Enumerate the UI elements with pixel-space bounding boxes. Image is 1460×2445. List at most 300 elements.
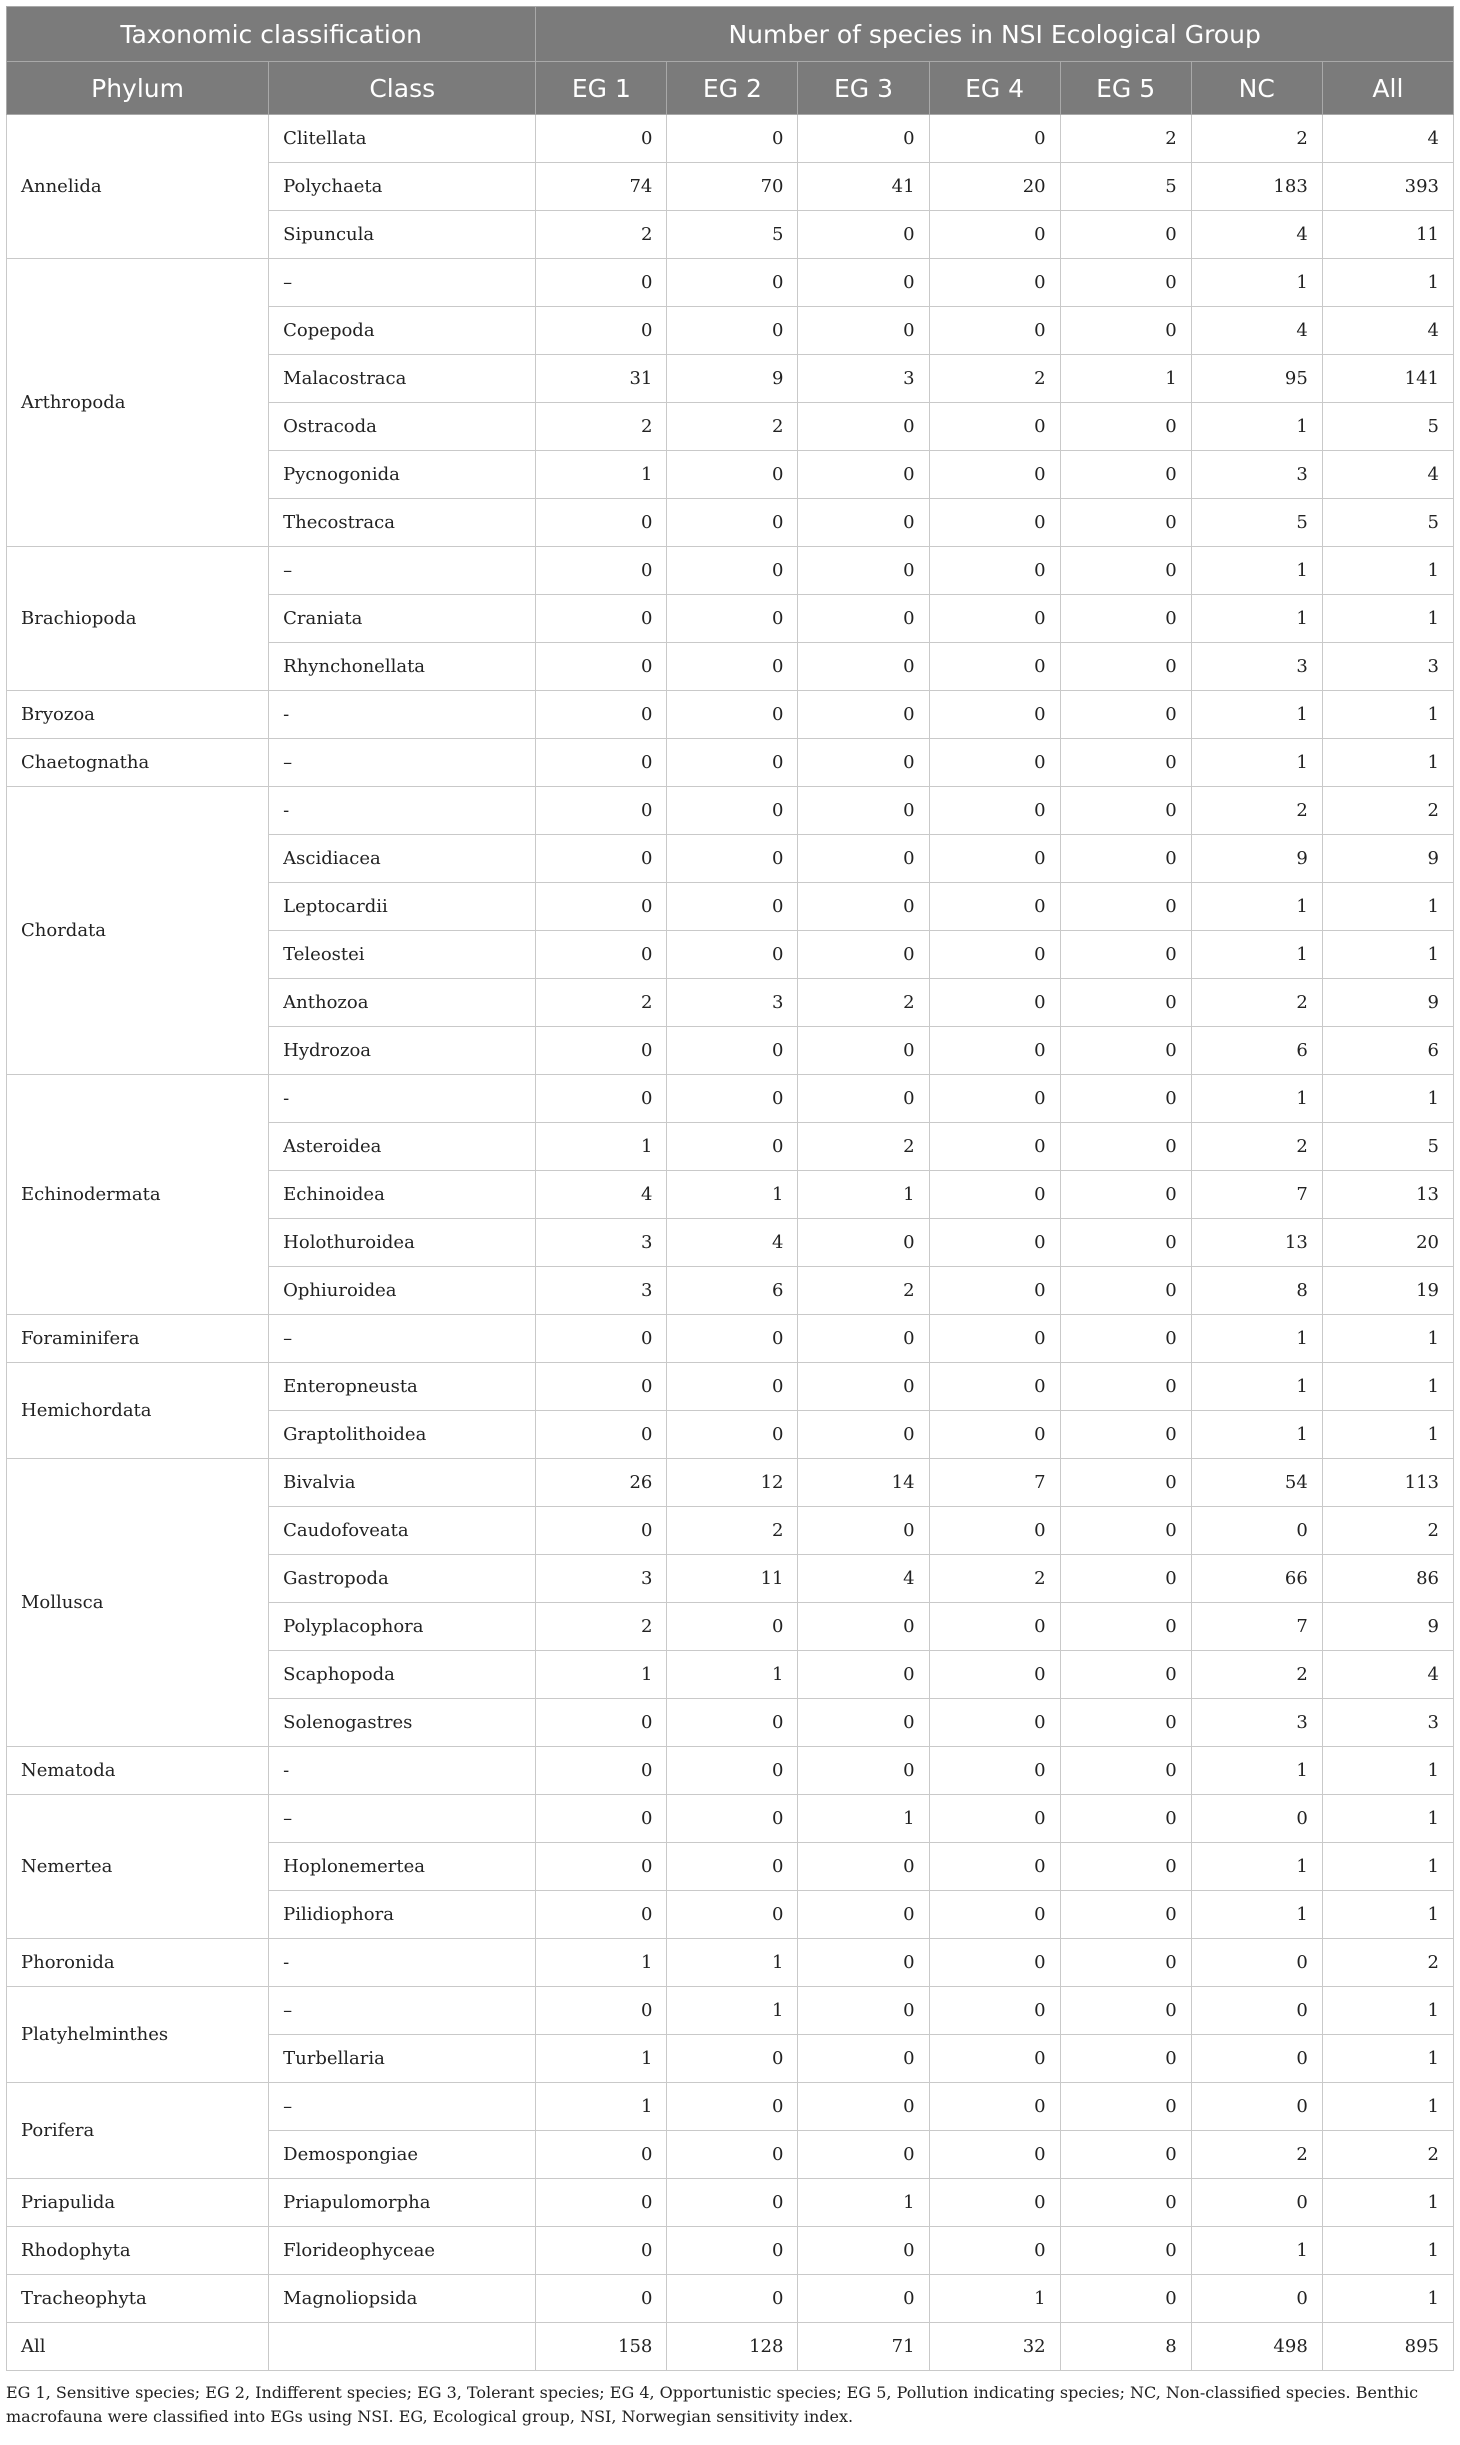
value-cell: 0 xyxy=(1060,979,1191,1027)
class-cell: Pycnogonida xyxy=(269,451,536,499)
value-cell: 0 xyxy=(1060,259,1191,307)
value-cell: 1 xyxy=(1191,1747,1322,1795)
value-cell: 13 xyxy=(1322,1171,1453,1219)
class-cell: Echinoidea xyxy=(269,1171,536,1219)
value-cell: 0 xyxy=(929,1027,1060,1075)
value-cell: 6 xyxy=(1322,1027,1453,1075)
value-cell: 0 xyxy=(1060,739,1191,787)
value-cell: 3 xyxy=(1322,643,1453,691)
value-cell: 5 xyxy=(1322,403,1453,451)
value-cell: 0 xyxy=(536,259,667,307)
value-cell: 0 xyxy=(798,739,929,787)
value-cell: 5 xyxy=(1191,499,1322,547)
class-cell: Pilidiophora xyxy=(269,1891,536,1939)
value-cell: 0 xyxy=(929,787,1060,835)
class-cell: - xyxy=(269,1747,536,1795)
value-cell: 12 xyxy=(667,1459,798,1507)
class-cell: Priapulomorpha xyxy=(269,2179,536,2227)
phylum-cell: Mollusca xyxy=(7,1459,269,1747)
value-cell: 9 xyxy=(1322,1603,1453,1651)
value-cell: 1 xyxy=(1322,1363,1453,1411)
total-row xyxy=(7,2323,1454,2371)
value-cell: 0 xyxy=(798,1027,929,1075)
value-cell: 0 xyxy=(1060,643,1191,691)
value-cell: 0 xyxy=(1060,211,1191,259)
value-cell: 1 xyxy=(929,2275,1060,2323)
value-cell: 0 xyxy=(929,547,1060,595)
value-cell: 0 xyxy=(929,2179,1060,2227)
value-cell: 0 xyxy=(929,403,1060,451)
value-cell: 0 xyxy=(929,1987,1060,2035)
table-row xyxy=(7,1987,1454,2035)
value-cell: 1 xyxy=(1060,355,1191,403)
value-cell: 1 xyxy=(1191,1363,1322,1411)
value-cell: 66 xyxy=(1191,1555,1322,1603)
value-cell: 1 xyxy=(1191,931,1322,979)
value-cell: 0 xyxy=(1060,1363,1191,1411)
value-cell: 2 xyxy=(798,1267,929,1315)
value-cell: 0 xyxy=(929,1411,1060,1459)
value-cell: 0 xyxy=(1060,2227,1191,2275)
value-cell: 0 xyxy=(929,2131,1060,2179)
value-cell: 0 xyxy=(667,1411,798,1459)
value-cell: 0 xyxy=(1191,1507,1322,1555)
class-cell: - xyxy=(269,691,536,739)
value-cell: 0 xyxy=(798,643,929,691)
value-cell: 0 xyxy=(929,499,1060,547)
value-cell: 2 xyxy=(1322,2131,1453,2179)
value-cell: 113 xyxy=(1322,1459,1453,1507)
phylum-cell: Phoronida xyxy=(7,1939,269,1987)
value-cell: 0 xyxy=(1060,2275,1191,2323)
value-cell: 0 xyxy=(536,2275,667,2323)
value-cell: 0 xyxy=(798,787,929,835)
value-cell: 20 xyxy=(929,163,1060,211)
value-cell: 3 xyxy=(1191,643,1322,691)
value-cell: 0 xyxy=(798,2035,929,2083)
class-cell: Leptocardii xyxy=(269,883,536,931)
value-cell: 0 xyxy=(536,1315,667,1363)
value-cell: 0 xyxy=(667,1891,798,1939)
class-cell: Clitellata xyxy=(269,115,536,163)
value-cell: 0 xyxy=(667,2131,798,2179)
class-cell: - xyxy=(269,1939,536,1987)
value-cell: 2 xyxy=(667,1507,798,1555)
value-cell: 0 xyxy=(536,1507,667,1555)
value-cell: 0 xyxy=(798,1315,929,1363)
value-cell: 1 xyxy=(1322,1315,1453,1363)
total-label-cell: All xyxy=(7,2323,269,2371)
value-cell: 1 xyxy=(1322,2083,1453,2131)
header-taxonomic-classification: Taxonomic classification xyxy=(7,7,536,62)
value-cell: 3 xyxy=(536,1555,667,1603)
value-cell: 0 xyxy=(798,211,929,259)
value-cell: 0 xyxy=(536,1363,667,1411)
value-cell: 0 xyxy=(1060,835,1191,883)
value-cell: 5 xyxy=(667,211,798,259)
value-cell: 0 xyxy=(1060,1411,1191,1459)
value-cell: 0 xyxy=(929,307,1060,355)
phylum-cell: Chordata xyxy=(7,787,269,1075)
value-cell: 0 xyxy=(536,1747,667,1795)
value-cell: 0 xyxy=(798,1075,929,1123)
value-cell: 0 xyxy=(798,1699,929,1747)
value-cell: 2 xyxy=(536,403,667,451)
value-cell: 41 xyxy=(798,163,929,211)
class-cell: Anthozoa xyxy=(269,979,536,1027)
value-cell: 0 xyxy=(667,1123,798,1171)
value-cell: 3 xyxy=(1322,1699,1453,1747)
table-row xyxy=(7,691,1454,739)
class-cell: Copepoda xyxy=(269,307,536,355)
value-cell: 7 xyxy=(929,1459,1060,1507)
value-cell: 0 xyxy=(798,1891,929,1939)
value-cell: 0 xyxy=(798,1603,929,1651)
value-cell: 0 xyxy=(798,2275,929,2323)
col-header-nc: NC xyxy=(1191,62,1322,115)
value-cell: 393 xyxy=(1322,163,1453,211)
value-cell: 0 xyxy=(929,1843,1060,1891)
value-cell: 141 xyxy=(1322,355,1453,403)
value-cell: 0 xyxy=(1060,1747,1191,1795)
value-cell: 5 xyxy=(1060,163,1191,211)
col-header-phylum: Phylum xyxy=(7,62,269,115)
value-cell: 0 xyxy=(1060,1123,1191,1171)
value-cell: 0 xyxy=(667,1603,798,1651)
value-cell: 0 xyxy=(1191,2083,1322,2131)
phylum-cell: Chaetognatha xyxy=(7,739,269,787)
phylum-cell: Brachiopoda xyxy=(7,547,269,691)
class-cell: Bivalvia xyxy=(269,1459,536,1507)
value-cell: 0 xyxy=(929,979,1060,1027)
value-cell: 0 xyxy=(929,1747,1060,1795)
total-value-cell: 8 xyxy=(1060,2323,1191,2371)
value-cell: 0 xyxy=(667,1843,798,1891)
value-cell: 0 xyxy=(1060,1507,1191,1555)
value-cell: 0 xyxy=(1060,1795,1191,1843)
value-cell: 9 xyxy=(1322,835,1453,883)
class-cell: Asteroidea xyxy=(269,1123,536,1171)
class-cell: Solenogastres xyxy=(269,1699,536,1747)
value-cell: 0 xyxy=(667,2035,798,2083)
table-row xyxy=(7,1363,1454,1411)
value-cell: 0 xyxy=(536,2179,667,2227)
value-cell: 5 xyxy=(1322,499,1453,547)
value-cell: 3 xyxy=(1191,451,1322,499)
value-cell: 0 xyxy=(798,2227,929,2275)
value-cell: 0 xyxy=(929,1123,1060,1171)
table-row xyxy=(7,2227,1454,2275)
value-cell: 1 xyxy=(536,451,667,499)
species-table xyxy=(6,6,1454,2371)
value-cell: 1 xyxy=(1322,931,1453,979)
value-cell: 1 xyxy=(798,1795,929,1843)
value-cell: 0 xyxy=(798,499,929,547)
value-cell: 0 xyxy=(1060,451,1191,499)
phylum-cell: Rhodophyta xyxy=(7,2227,269,2275)
class-cell: - xyxy=(269,1075,536,1123)
value-cell: 4 xyxy=(667,1219,798,1267)
value-cell: 2 xyxy=(536,979,667,1027)
value-cell: 0 xyxy=(929,115,1060,163)
value-cell: 4 xyxy=(536,1171,667,1219)
value-cell: 2 xyxy=(1322,787,1453,835)
value-cell: 0 xyxy=(1060,1315,1191,1363)
value-cell: 0 xyxy=(667,547,798,595)
value-cell: 0 xyxy=(929,1219,1060,1267)
value-cell: 0 xyxy=(667,1075,798,1123)
phylum-cell: Nemertea xyxy=(7,1795,269,1939)
value-cell: 1 xyxy=(1322,1747,1453,1795)
class-cell: Scaphopoda xyxy=(269,1651,536,1699)
value-cell: 0 xyxy=(536,1795,667,1843)
value-cell: 9 xyxy=(1191,835,1322,883)
value-cell: 4 xyxy=(1322,115,1453,163)
value-cell: 0 xyxy=(1060,2131,1191,2179)
value-cell: 0 xyxy=(536,691,667,739)
value-cell: 0 xyxy=(1060,307,1191,355)
value-cell: 4 xyxy=(1322,307,1453,355)
value-cell: 0 xyxy=(667,691,798,739)
value-cell: 1 xyxy=(1191,2227,1322,2275)
phylum-cell: Nematoda xyxy=(7,1747,269,1795)
value-cell: 54 xyxy=(1191,1459,1322,1507)
value-cell: 0 xyxy=(667,307,798,355)
value-cell: 0 xyxy=(798,2083,929,2131)
table-row xyxy=(7,2179,1454,2227)
value-cell: 4 xyxy=(1191,307,1322,355)
value-cell: 1 xyxy=(1191,1843,1322,1891)
class-cell: Thecostraca xyxy=(269,499,536,547)
value-cell: 0 xyxy=(1060,1843,1191,1891)
value-cell: 0 xyxy=(929,211,1060,259)
value-cell: 1 xyxy=(1322,1843,1453,1891)
value-cell: 0 xyxy=(667,1699,798,1747)
class-cell: – xyxy=(269,547,536,595)
value-cell: 2 xyxy=(536,211,667,259)
value-cell: 0 xyxy=(929,1171,1060,1219)
phylum-cell: Tracheophyta xyxy=(7,2275,269,2323)
value-cell: 0 xyxy=(929,1699,1060,1747)
value-cell: 0 xyxy=(798,547,929,595)
class-cell: Teleostei xyxy=(269,931,536,979)
value-cell: 0 xyxy=(536,1891,667,1939)
value-cell: 1 xyxy=(1322,883,1453,931)
col-header-eg1: EG 1 xyxy=(536,62,667,115)
value-cell: 5 xyxy=(1322,1123,1453,1171)
class-cell: Caudofoveata xyxy=(269,1507,536,1555)
value-cell: 0 xyxy=(929,1315,1060,1363)
value-cell: 0 xyxy=(536,2227,667,2275)
value-cell: 0 xyxy=(798,595,929,643)
table-footnote: EG 1, Sensitive species; EG 2, Indifferent species; EG 3, Tolerant species; EG 4, Opportunistic species; EG 5, Pollution indicating species; NC, Non-classified species. Benthic macrofauna were classified into EGs using NSI. EG, Ecological group, NSI, Norwegian sensitivity index. xyxy=(6,2383,1419,2426)
value-cell: 1 xyxy=(1191,1891,1322,1939)
class-cell: Florideophyceae xyxy=(269,2227,536,2275)
value-cell: 0 xyxy=(667,2275,798,2323)
value-cell: 0 xyxy=(1060,2083,1191,2131)
class-cell: Ostracoda xyxy=(269,403,536,451)
value-cell: 1 xyxy=(1322,1411,1453,1459)
value-cell: 0 xyxy=(1060,1075,1191,1123)
value-cell: 0 xyxy=(1191,1939,1322,1987)
value-cell: 4 xyxy=(798,1555,929,1603)
value-cell: 0 xyxy=(1191,1987,1322,2035)
value-cell: 1 xyxy=(536,1939,667,1987)
value-cell: 0 xyxy=(667,499,798,547)
value-cell: 1 xyxy=(1191,547,1322,595)
value-cell: 0 xyxy=(536,1411,667,1459)
value-cell: 0 xyxy=(1060,1987,1191,2035)
value-cell: 0 xyxy=(667,2227,798,2275)
value-cell: 6 xyxy=(1191,1027,1322,1075)
class-cell: Turbellaria xyxy=(269,2035,536,2083)
total-value-cell: 158 xyxy=(536,2323,667,2371)
value-cell: 0 xyxy=(667,1027,798,1075)
value-cell: 0 xyxy=(536,499,667,547)
value-cell: 1 xyxy=(1322,547,1453,595)
table-row xyxy=(7,115,1454,163)
value-cell: 0 xyxy=(798,835,929,883)
value-cell: 0 xyxy=(536,883,667,931)
value-cell: 0 xyxy=(667,1795,798,1843)
value-cell: 1 xyxy=(1322,1987,1453,2035)
value-cell: 0 xyxy=(798,115,929,163)
value-cell: 2 xyxy=(667,403,798,451)
value-cell: 0 xyxy=(536,931,667,979)
value-cell: 0 xyxy=(536,787,667,835)
value-cell: 0 xyxy=(929,1507,1060,1555)
class-cell: Gastropoda xyxy=(269,1555,536,1603)
value-cell: 0 xyxy=(1060,1555,1191,1603)
value-cell: 0 xyxy=(1060,1651,1191,1699)
value-cell: 31 xyxy=(536,355,667,403)
value-cell: 0 xyxy=(798,259,929,307)
value-cell: 3 xyxy=(1191,1699,1322,1747)
value-cell: 0 xyxy=(929,451,1060,499)
value-cell: 0 xyxy=(667,2179,798,2227)
value-cell: 0 xyxy=(929,2083,1060,2131)
class-cell: Enteropneusta xyxy=(269,1363,536,1411)
value-cell: 0 xyxy=(1191,1795,1322,1843)
value-cell: 0 xyxy=(1060,1171,1191,1219)
value-cell: 3 xyxy=(536,1267,667,1315)
value-cell: 0 xyxy=(667,787,798,835)
value-cell: 0 xyxy=(929,931,1060,979)
class-cell: Rhynchonellata xyxy=(269,643,536,691)
value-cell: 0 xyxy=(929,883,1060,931)
class-cell: Craniata xyxy=(269,595,536,643)
value-cell: 1 xyxy=(1191,1075,1322,1123)
value-cell: 0 xyxy=(929,1939,1060,1987)
value-cell: 3 xyxy=(536,1219,667,1267)
phylum-cell: Porifera xyxy=(7,2083,269,2179)
table-body xyxy=(7,115,1454,2371)
value-cell: 1 xyxy=(667,1987,798,2035)
value-cell: 0 xyxy=(536,643,667,691)
value-cell: 0 xyxy=(1060,1891,1191,1939)
col-header-eg4: EG 4 xyxy=(929,62,1060,115)
value-cell: 0 xyxy=(798,883,929,931)
table-row xyxy=(7,1075,1454,1123)
value-cell: 0 xyxy=(929,1891,1060,1939)
value-cell: 2 xyxy=(1060,115,1191,163)
class-cell: Sipuncula xyxy=(269,211,536,259)
value-cell: 1 xyxy=(1322,691,1453,739)
value-cell: 1 xyxy=(536,2083,667,2131)
phylum-cell: Arthropoda xyxy=(7,259,269,547)
value-cell: 86 xyxy=(1322,1555,1453,1603)
value-cell: 14 xyxy=(798,1459,929,1507)
value-cell: 4 xyxy=(1191,211,1322,259)
value-cell: 0 xyxy=(667,451,798,499)
table-row xyxy=(7,1315,1454,1363)
value-cell: 0 xyxy=(1060,1603,1191,1651)
value-cell: 1 xyxy=(1322,1795,1453,1843)
value-cell: 0 xyxy=(536,1075,667,1123)
value-cell: 2 xyxy=(1191,979,1322,1027)
value-cell: 0 xyxy=(667,1315,798,1363)
value-cell: 11 xyxy=(1322,211,1453,259)
value-cell: 0 xyxy=(667,2083,798,2131)
phylum-cell: Bryozoa xyxy=(7,691,269,739)
value-cell: 0 xyxy=(798,1411,929,1459)
value-cell: 0 xyxy=(536,835,667,883)
total-class-cell xyxy=(269,2323,536,2371)
value-cell: 0 xyxy=(667,643,798,691)
table-row xyxy=(7,1939,1454,1987)
class-cell: Ophiuroidea xyxy=(269,1267,536,1315)
value-cell: 0 xyxy=(798,2131,929,2179)
value-cell: 0 xyxy=(667,739,798,787)
table-row xyxy=(7,1747,1454,1795)
value-cell: 9 xyxy=(1322,979,1453,1027)
table-row xyxy=(7,259,1454,307)
value-cell: 0 xyxy=(929,1651,1060,1699)
value-cell: 0 xyxy=(536,1027,667,1075)
value-cell: 0 xyxy=(929,1075,1060,1123)
value-cell: 2 xyxy=(798,1123,929,1171)
value-cell: 0 xyxy=(798,691,929,739)
value-cell: 0 xyxy=(1191,2275,1322,2323)
value-cell: 2 xyxy=(1191,115,1322,163)
value-cell: 3 xyxy=(798,355,929,403)
class-cell: Ascidiacea xyxy=(269,835,536,883)
value-cell: 0 xyxy=(929,259,1060,307)
table-row xyxy=(7,1459,1454,1507)
value-cell: 2 xyxy=(929,1555,1060,1603)
table-row xyxy=(7,547,1454,595)
class-cell: Hoplonemertea xyxy=(269,1843,536,1891)
value-cell: 0 xyxy=(1060,931,1191,979)
value-cell: 0 xyxy=(798,403,929,451)
value-cell: 1 xyxy=(1322,2275,1453,2323)
value-cell: 0 xyxy=(1060,1459,1191,1507)
value-cell: 1 xyxy=(1322,2035,1453,2083)
value-cell: 0 xyxy=(536,307,667,355)
value-cell: 0 xyxy=(1060,787,1191,835)
value-cell: 0 xyxy=(929,1363,1060,1411)
value-cell: 0 xyxy=(1060,1027,1191,1075)
value-cell: 1 xyxy=(1191,1411,1322,1459)
value-cell: 3 xyxy=(667,979,798,1027)
value-cell: 2 xyxy=(1322,1939,1453,1987)
value-cell: 1 xyxy=(667,1651,798,1699)
value-cell: 11 xyxy=(667,1555,798,1603)
value-cell: 0 xyxy=(929,835,1060,883)
value-cell: 1 xyxy=(798,1171,929,1219)
value-cell: 0 xyxy=(667,1363,798,1411)
value-cell: 1 xyxy=(1191,691,1322,739)
